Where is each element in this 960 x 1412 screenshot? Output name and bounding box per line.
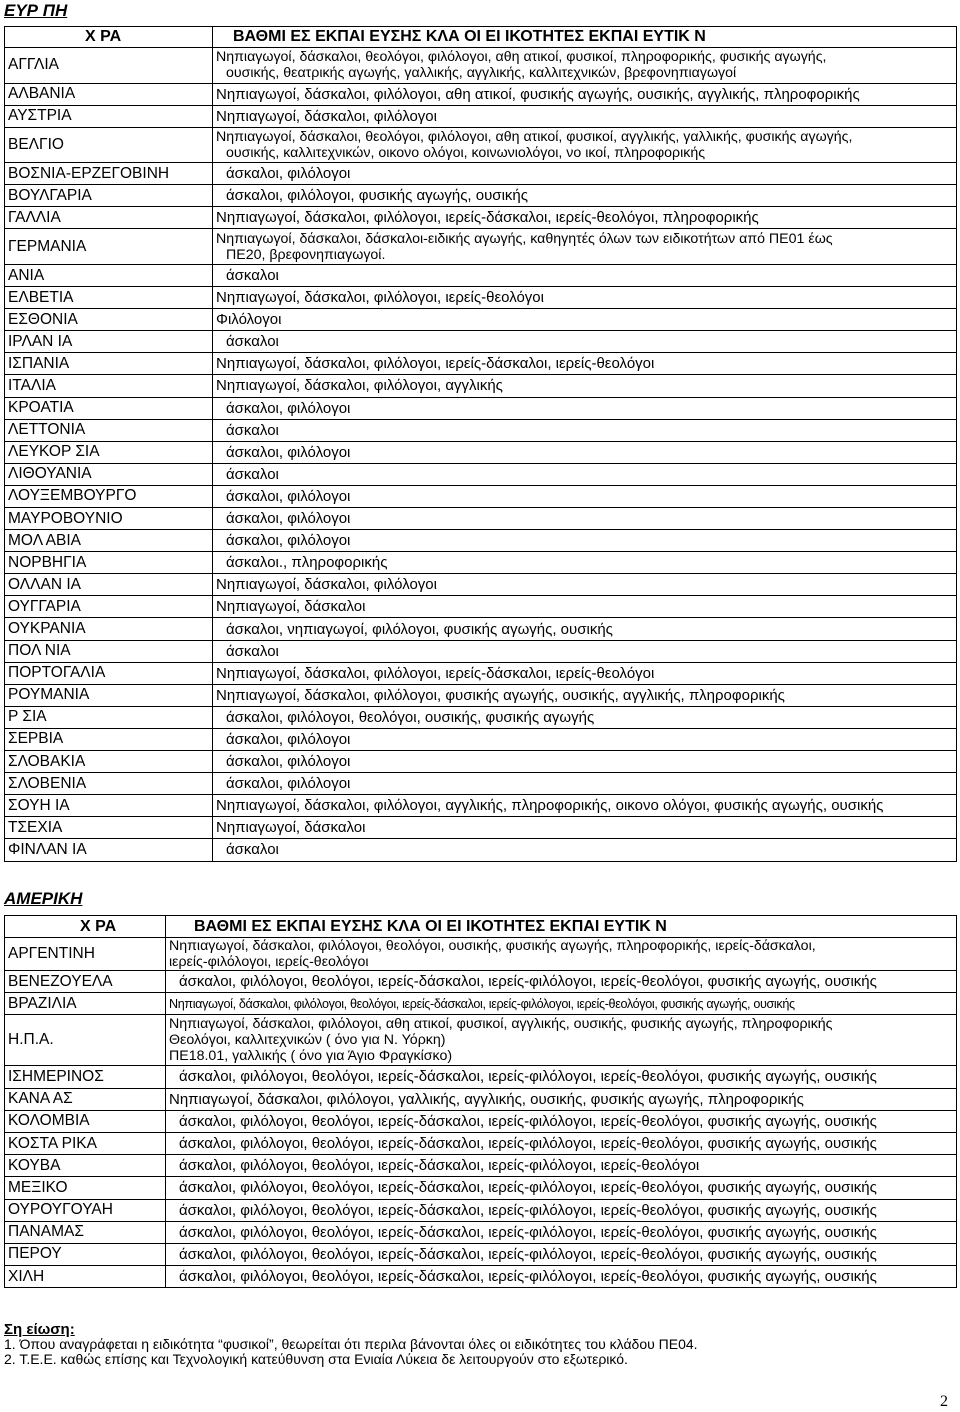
table-row: [5, 309, 957, 331]
country-cell: ΓΑΛΛΙΑ: [5, 207, 213, 229]
subjects-line: άσκαλοι, φιλόλογοι, θεολόγοι, ιερείς-δάσκαλοι, ιερείς-φιλόλογοι, ιερείς-θεολόγοι, φυσικής αγωγής, ουσικής: [179, 1201, 877, 1219]
subjects-cell: [166, 1110, 957, 1132]
table-row: [5, 207, 957, 229]
notes-title: Ση είωση:: [4, 1321, 75, 1338]
subjects-line: άσκαλοι, φιλόλογοι: [226, 510, 351, 528]
table-row: [5, 287, 957, 309]
subjects-line: άσκαλοι: [226, 642, 279, 660]
subjects-cell: [166, 1199, 957, 1221]
country-cell: Η.Π.Α.: [5, 1015, 166, 1066]
country-cell: ΟΥΚΡΑΝΙΑ: [5, 618, 213, 640]
subjects-line: Νηπιαγωγοί, δάσκαλοι, φιλόλογοι, αγγλικής, πληροφορικής, οικονο ολόγοι, φυσικής αγωγής, ουσικής: [216, 797, 884, 815]
subjects-line: άσκαλοι, φιλόλογοι: [226, 753, 351, 771]
table-row: [5, 105, 957, 127]
table-row: [5, 1088, 957, 1110]
country-cell: ΠΕΡΟΥ: [5, 1243, 166, 1265]
subjects-line: Νηπιαγωγοί, δάσκαλοι, φιλόλογοι, αθη ατικοί, φυσικής αγωγής, ουσικής, αγγλικής, πληροφορικής: [216, 85, 860, 103]
subjects-line: άσκαλοι: [226, 267, 279, 285]
subjects-cell: [166, 938, 957, 971]
country-cell: ΕΛΒΕΤΙΑ: [5, 287, 213, 309]
table-row: [5, 1177, 957, 1199]
country-cell: ΜΕΞΙΚΟ: [5, 1177, 166, 1199]
table-row: [5, 163, 957, 185]
subjects-line: Νηπιαγωγοί, δάσκαλοι, θεολόγοι, φιλόλογοι, αθη ατικοί, φυσικοί, πληροφορικής, φυσικής αγωγής,: [216, 49, 827, 66]
subjects-line: άσκαλοι, φιλόλογοι: [226, 443, 351, 461]
subjects-cell: [166, 1221, 957, 1243]
subjects-line: Νηπιαγωγοί, δάσκαλοι, φιλόλογοι, γαλλικής, αγγλικής, ουσικής, φυσικής αγωγής, πληροφορικής: [169, 1090, 804, 1108]
subjects-cell: [213, 441, 957, 463]
country-cell: ΑΝΙΑ: [5, 264, 213, 286]
table-row: [5, 1266, 957, 1288]
subjects-cell: [213, 530, 957, 552]
subjects-cell: [213, 574, 957, 596]
subjects-line: άσκαλοι, φιλόλογοι, θεολόγοι, ιερείς-δάσκαλοι, ιερείς-φιλόλογοι, ιερείς-θεολόγοι, φυσικής αγωγής, ουσικής: [179, 1268, 877, 1286]
subjects-cell: [213, 353, 957, 375]
subjects-line: άσκαλοι, φιλόλογοι, θεολόγοι, ιερείς-δάσκαλοι, ιερείς-φιλόλογοι, ιερείς-θεολόγοι, φυσικής αγωγής, ουσικής: [179, 1135, 877, 1153]
table-row: [5, 463, 957, 485]
subjects-cell: [166, 971, 957, 993]
subjects-cell: [213, 662, 957, 684]
subjects-line: Νηπιαγωγοί, δάσκαλοι: [216, 819, 366, 837]
country-cell: ΠΟΡΤΟΓΑΛΙΑ: [5, 662, 213, 684]
country-cell: ΡΟΥΜΑΝΙΑ: [5, 684, 213, 706]
table-row: [5, 1066, 957, 1088]
country-cell: ΙΣΠΑΝΙΑ: [5, 353, 213, 375]
subjects-cell: [213, 728, 957, 750]
table-row: [5, 618, 957, 640]
subjects-cell: [213, 463, 957, 485]
table-row: [5, 993, 957, 1015]
table-row: [5, 83, 957, 105]
notes: [4, 1322, 954, 1367]
subjects-cell: [213, 264, 957, 286]
subjects-line: Νηπιαγωγοί, δάσκαλοι, φιλόλογοι, αγγλικής: [216, 377, 503, 395]
country-cell: ΣΕΡΒΙΑ: [5, 728, 213, 750]
subjects-line: Νηπιαγωγοί, δάσκαλοι, θεολόγοι, φιλόλογοι, αθη ατικοί, φυσικοί, αγγλικής, γαλλικής, φυσικής αγωγής,: [216, 128, 853, 145]
subjects-line: Νηπιαγωγοί, δάσκαλοι, φιλόλογοι, ιερείς-δάσκαλοι, ιερείς-θεολόγοι: [216, 355, 655, 373]
country-cell: ΜΟΛ ΑΒΙΑ: [5, 530, 213, 552]
subjects-cell: [213, 640, 957, 662]
subjects-cell: [213, 773, 957, 795]
subjects-cell: [213, 839, 957, 861]
table-row: [5, 397, 957, 419]
subjects-cell: [166, 1066, 957, 1088]
subjects-cell: [166, 1266, 957, 1288]
subjects-line: Νηπιαγωγοί, δάσκαλοι, φιλόλογοι: [216, 107, 437, 125]
table-row: [5, 508, 957, 530]
table-row: [5, 1110, 957, 1132]
subjects-line: ΠΕ18.01, γαλλικής ( όνο για Άγιο Φραγκίσκο): [169, 1048, 453, 1065]
subjects-line: άσκαλοι, φιλόλογοι: [226, 775, 351, 793]
subjects-line: άσκαλοι, φιλόλογοι: [226, 487, 351, 505]
country-cell: ΛΟΥΞΕΜΒΟΥΡΓΟ: [5, 485, 213, 507]
subjects-line: άσκαλοι: [226, 421, 279, 439]
subjects-line: Νηπιαγωγοί, δάσκαλοι, φιλόλογοι, ιερείς-θεολόγοι: [216, 289, 544, 307]
subjects-line: άσκαλοι, φιλόλογοι, θεολόγοι, ιερείς-δάσκαλοι, ιερείς-φιλόλογοι, ιερείς-θεολόγοι, φυσικής αγωγής, ουσικής: [179, 1068, 877, 1086]
subjects-cell: [213, 185, 957, 207]
subjects-cell: [213, 795, 957, 817]
table-row: [5, 441, 957, 463]
subjects-cell: [213, 684, 957, 706]
table-row: [5, 229, 957, 265]
country-cell: ΒΕΝΕΖΟΥΕΛΑ: [5, 971, 166, 993]
subjects-line: άσκαλοι, φιλόλογοι, θεολόγοι, ιερείς-δάσκαλοι, ιερείς-φιλόλογοι, ιερείς-θεολόγοι, φυσικής αγωγής, ουσικής: [179, 973, 877, 991]
subjects-line: άσκαλοι, φιλόλογοι, φυσικής αγωγής, ουσικής: [226, 187, 528, 205]
country-cell: ΑΓΓΛΙΑ: [5, 48, 213, 84]
subjects-cell: [213, 229, 957, 265]
subjects-cell: [166, 1155, 957, 1177]
subjects-line: Νηπιαγωγοί, δάσκαλοι, φιλόλογοι, θεολόγοι, ιερείς-δάσκαλοι, ιερείς-φιλόλογοι, ιερείς-θεολόγοι, φυσικής αγωγής, ουσικής: [169, 996, 795, 1011]
subjects-line: Νηπιαγωγοί, δάσκαλοι, φιλόλογοι, φυσικής αγωγής, ουσικής, αγγλικής, πληροφορικής: [216, 686, 785, 704]
table-row: [5, 1015, 957, 1066]
country-cell: ΛΙΘΟΥΑΝΙΑ: [5, 463, 213, 485]
table-row: [5, 728, 957, 750]
subjects-line: άσκαλοι, φιλόλογοι: [226, 399, 351, 417]
subjects-line: ουσικής, θεατρικής αγωγής, γαλλικής, αγγλικής, καλλιτεχνικών, βρεφονηπιαγωγοί: [226, 65, 737, 82]
subjects-line: άσκαλοι, φιλόλογοι, θεολόγοι, ιερείς-δάσκαλοι, ιερείς-φιλόλογοι, ιερείς-θεολόγοι, φυσικής αγωγής, ουσικής: [179, 1245, 877, 1263]
country-cell: ΚΡΟΑΤΙΑ: [5, 397, 213, 419]
table-row: [5, 375, 957, 397]
table-row: [5, 971, 957, 993]
subjects-line: Νηπιαγωγοί, δάσκαλοι, φιλόλογοι: [216, 576, 437, 594]
subjects-line: άσκαλοι, φιλόλογοι, θεολόγοι, ιερείς-δάσκαλοι, ιερείς-φιλόλογοι, ιερείς-θεολόγοι, φυσικής αγωγής, ουσικής: [179, 1112, 877, 1130]
subjects-line: άσκαλοι: [226, 841, 279, 859]
subjects-cell: [213, 83, 957, 105]
country-cell: ΛΕΤΤΟΝΙΑ: [5, 419, 213, 441]
country-cell: ΚΟΛΟΜΒΙΑ: [5, 1110, 166, 1132]
subjects-cell: [213, 127, 957, 163]
country-cell: ΟΛΛΑΝ ΙΑ: [5, 574, 213, 596]
country-cell: ΠΑΝΑΜΑΣ: [5, 1221, 166, 1243]
subjects-cell: [213, 485, 957, 507]
table-row: [5, 795, 957, 817]
table-row: [5, 48, 957, 84]
subjects-line: ιερείς-φιλόλογοι, ιερείς-θεολόγοι: [169, 954, 369, 970]
country-cell: ΣΛΟΒΕΝΙΑ: [5, 773, 213, 795]
country-cell: ΣΛΟΒΑΚΙΑ: [5, 751, 213, 773]
subjects-line: άσκαλοι, φιλόλογοι, θεολόγοι, ιερείς-δάσκαλοι, ιερείς-φιλόλογοι, ιερείς-θεολόγοι: [179, 1157, 700, 1175]
country-cell: ΦΙΝΛΑΝ ΙΑ: [5, 839, 213, 861]
table-row: [5, 1243, 957, 1265]
table-row: [5, 839, 957, 861]
country-cell: ΑΡΓΕΝΤΙΝΗ: [5, 938, 166, 971]
subjects-cell: [213, 618, 957, 640]
america-table-body: [5, 916, 957, 1288]
country-cell: ΒΡΑΖΙΛΙΑ: [5, 993, 166, 1015]
subjects-line: άσκαλοι, φιλόλογοι: [226, 730, 351, 748]
country-cell: ΒΕΛΓΙΟ: [5, 127, 213, 163]
subjects-line: άσκαλοι, νηπιαγωγοί, φιλόλογοι, φυσικής αγωγής, ουσικής: [226, 620, 613, 638]
subjects-cell: [213, 331, 957, 353]
table-row: [5, 530, 957, 552]
subjects-cell: [213, 163, 957, 185]
country-cell: Ρ ΣΙΑ: [5, 706, 213, 728]
subjects-line: άσκαλοι, φιλόλογοι, θεολόγοι, ουσικής, φυσικής αγωγής: [226, 708, 595, 726]
table-row: [5, 1199, 957, 1221]
table-row: [5, 353, 957, 375]
table-row: [5, 485, 957, 507]
header-subjects: ΒΑΘΜΙ ΕΣ ΕΚΠΑΙ ΕΥΣΗΣ ΚΛΑ ΟΙ ΕΙ ΙΚΟΤΗΤΕΣ ΕΚΠΑΙ ΕΥΤΙΚ Ν: [166, 916, 957, 938]
table-row: [5, 684, 957, 706]
subjects-line: Νηπιαγωγοί, δάσκαλοι: [216, 598, 366, 616]
subjects-cell: [166, 1132, 957, 1154]
country-cell: ΙΤΑΛΙΑ: [5, 375, 213, 397]
country-cell: ΛΕΥΚΟΡ ΣΙΑ: [5, 441, 213, 463]
subjects-line: Νηπιαγωγοί, δάσκαλοι, φιλόλογοι, θεολόγοι, ουσικής, φυσικής αγωγής, πληροφορικής, ιερείς-δάσκαλοι,: [169, 938, 816, 954]
subjects-cell: [213, 419, 957, 441]
table-row: [5, 751, 957, 773]
subjects-cell: [213, 552, 957, 574]
table-row: [5, 185, 957, 207]
subjects-line: άσκαλοι, φιλόλογοι, θεολόγοι, ιερείς-δάσκαλοι, ιερείς-φιλόλογοι, ιερείς-θεολόγοι, φυσικής αγωγής, ουσικής: [179, 1223, 877, 1241]
country-cell: ΣΟΥΗ ΙΑ: [5, 795, 213, 817]
subjects-cell: [213, 207, 957, 229]
note-1: 1. Όπου αναγράφεται η ειδικότητα “φυσικοί”, θεωρείται ότι περιλα βάνονται όλες οι ειδικότητες του κλάδου ΠΕ04.: [4, 1336, 698, 1352]
country-cell: ΚΟΥΒΑ: [5, 1155, 166, 1177]
subjects-line: Θεολόγοι, καλλιτεχνικών ( όνο για Ν. Υόρκη): [169, 1032, 446, 1049]
country-cell: ΑΛΒΑΝΙΑ: [5, 83, 213, 105]
header-subjects: ΒΑΘΜΙ ΕΣ ΕΚΠΑΙ ΕΥΣΗΣ ΚΛΑ ΟΙ ΕΙ ΙΚΟΤΗΤΕΣ ΕΚΠΑΙ ΕΥΤΙΚ Ν: [213, 27, 957, 48]
country-cell: ΟΥΡΟΥΓΟΥΑΗ: [5, 1199, 166, 1221]
table-row: [5, 773, 957, 795]
country-cell: ΟΥΓΓΑΡΙΑ: [5, 596, 213, 618]
table-row: [5, 1155, 957, 1177]
subjects-cell: [166, 1088, 957, 1110]
subjects-line: Νηπιαγωγοί, δάσκαλοι, φιλόλογοι, ιερείς-δάσκαλοι, ιερείς-θεολόγοι: [216, 664, 655, 682]
subjects-cell: [213, 596, 957, 618]
subjects-cell: [166, 1015, 957, 1066]
country-cell: ΚΑΝΑ ΑΣ: [5, 1088, 166, 1110]
subjects-cell: [213, 706, 957, 728]
country-cell: ΑΥΣΤΡΙΑ: [5, 105, 213, 127]
table-row: [5, 331, 957, 353]
table-row: [5, 1132, 957, 1154]
subjects-cell: [166, 1177, 957, 1199]
subjects-cell: [213, 397, 957, 419]
subjects-line: άσκαλοι, φιλόλογοι, θεολόγοι, ιερείς-δάσκαλοι, ιερείς-φιλόλογοι, ιερείς-θεολόγοι, φυσικής αγωγής, ουσικής: [179, 1179, 877, 1197]
subjects-line: άσκαλοι., πληροφορικής: [226, 554, 388, 572]
table-row: [5, 640, 957, 662]
table-row: [5, 706, 957, 728]
country-cell: ΙΣΗΜΕΡΙΝΟΣ: [5, 1066, 166, 1088]
table-row: [5, 127, 957, 163]
table-row: [5, 552, 957, 574]
header-country: Χ ΡΑ: [5, 916, 166, 938]
subjects-cell: [213, 375, 957, 397]
country-cell: ΤΣΕΧΙΑ: [5, 817, 213, 839]
subjects-line: Φιλόλογοι: [216, 311, 282, 329]
subjects-cell: [213, 48, 957, 84]
table-row: [5, 938, 957, 971]
table-header: [5, 27, 957, 48]
subjects-cell: [213, 751, 957, 773]
country-cell: ΧΙΛΗ: [5, 1266, 166, 1288]
country-cell: ΕΣΘΟΝΙΑ: [5, 309, 213, 331]
europe-table: [4, 26, 957, 862]
subjects-cell: [166, 993, 957, 1015]
page-number: 2: [940, 1393, 948, 1410]
table-row: [5, 662, 957, 684]
subjects-cell: [213, 309, 957, 331]
country-cell: ΒΟΣΝΙΑ-ΕΡΖΕΓΟΒΙΝΗ: [5, 163, 213, 185]
subjects-line: άσκαλοι: [226, 465, 279, 483]
country-cell: ΜΑΥΡΟΒΟΥΝΙΟ: [5, 508, 213, 530]
subjects-line: Νηπιαγωγοί, δάσκαλοι, φιλόλογοι, αθη ατικοί, φυσικοί, αγγλικής, ουσικής, φυσικής αγωγής, πληροφορικής: [169, 1016, 833, 1033]
europe-table-body: [5, 27, 957, 862]
table-row: [5, 596, 957, 618]
subjects-line: άσκαλοι, φιλόλογοι: [226, 532, 351, 550]
subjects-line: Νηπιαγωγοί, δάσκαλοι, δάσκαλοι-ειδικής αγωγής, καθηγητές όλων των ειδικοτήτων από ΠΕ01 έως: [216, 230, 833, 247]
subjects-cell: [213, 105, 957, 127]
country-cell: ΝΟΡΒΗΓΙΑ: [5, 552, 213, 574]
country-cell: ΙΡΛΑΝ ΙΑ: [5, 331, 213, 353]
country-cell: ΚΟΣΤΑ ΡΙΚΑ: [5, 1132, 166, 1154]
header-country: Χ ΡΑ: [5, 27, 213, 48]
country-cell: ΠΟΛ ΝΙΑ: [5, 640, 213, 662]
subjects-line: ΠΕ20, βρεφονηπιαγωγοί.: [226, 246, 386, 263]
table-row: [5, 817, 957, 839]
note-2: 2. Τ.Ε.Ε. καθώς επίσης και Τεχνολογική κατεύθυνση στα Ενιαία Λύκεια δε λειτουργούν στο εξωτερικό.: [4, 1351, 628, 1367]
section-title-europe: ΕΥΡ ΠΗ: [4, 1, 68, 20]
section-title-america: ΑΜΕΡΙΚΗ: [4, 889, 83, 908]
table-row: [5, 264, 957, 286]
subjects-line: άσκαλοι: [226, 333, 279, 351]
subjects-line: άσκαλοι, φιλόλογοι: [226, 165, 351, 183]
country-cell: ΒΟΥΛΓΑΡΙΑ: [5, 185, 213, 207]
america-table: [4, 915, 957, 1288]
subjects-cell: [166, 1243, 957, 1265]
subjects-line: Νηπιαγωγοί, δάσκαλοι, φιλόλογοι, ιερείς-δάσκαλοι, ιερείς-θεολόγοι, πληροφορικής: [216, 209, 759, 227]
subjects-cell: [213, 287, 957, 309]
subjects-line: ουσικής, καλλιτεχνικών, οικονο ολόγοι, κοινωνιολόγοι, νο ικοί, πληροφορικής: [226, 144, 706, 161]
table-header: [5, 916, 957, 938]
table-row: [5, 574, 957, 596]
table-row: [5, 1221, 957, 1243]
subjects-cell: [213, 508, 957, 530]
country-cell: ΓΕΡΜΑΝΙΑ: [5, 229, 213, 265]
table-row: [5, 419, 957, 441]
subjects-cell: [213, 817, 957, 839]
